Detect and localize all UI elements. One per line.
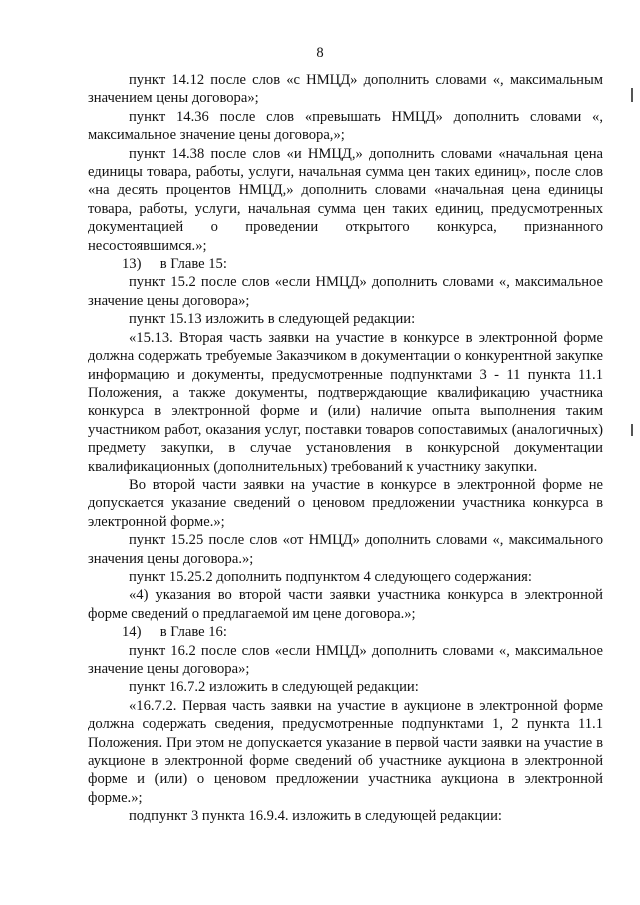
paragraph: пункт 14.38 после слов «и НМЦД,» дополнить словами «начальная цена единицы товара, работы, услуги, начальная сумма цен таких единиц», после слов «на десять процентов НМЦД,» дополнить словами «начальная цена единицы товара, работы, услуги, начальная сумма цен таких единиц, предусмотренных документацией о проведении открытого конкурса, признанного несостоявшимся.»; — [88, 145, 603, 254]
scan-edge-mark — [631, 424, 633, 436]
paragraph: пункт 16.2 после слов «если НМЦД» дополнить словами «, максимальное значение цены договора»; — [88, 642, 603, 677]
paragraph: пункт 15.13 изложить в следующей редакции: — [129, 311, 416, 328]
paragraph: подпункт 3 пункта 16.9.4. изложить в следующей редакции: — [129, 808, 502, 825]
paragraph: пункт 14.12 после слов «с НМЦД» дополнить словами «, максимальным значением цены договора»; — [88, 72, 603, 107]
list-item-heading: 13) в Главе 15: — [122, 256, 227, 273]
scan-edge-mark — [631, 88, 633, 102]
paragraph: пункт 14.36 после слов «превышать НМЦД» дополнить словами «, максимальное значение цены договора,»; — [88, 108, 603, 144]
paragraph: пункт 15.2 после слов «если НМЦД» дополнить словами «, максимальное значение цены договора»; — [88, 274, 603, 309]
paragraph: пункт 16.7.2 изложить в следующей редакции: — [129, 679, 419, 696]
paragraph: «16.7.2. Первая часть заявки на участие в аукционе в электронной форме должна содержать сведения, предусмотренные подпунктами 1, 2 пункта 11.1 Положения. При этом не допускается указание в первой части заявки на участие в аукционе в электронной форме сведений об участнике аукциона в электронной форме и (или) о ценовом предложении участника аукциона в электронной форме.»; — [88, 697, 603, 806]
page-number: 8 — [316, 45, 324, 61]
paragraph: пункт 15.25 после слов «от НМЦД» дополнить словами «, максимального значения цены договора.»; — [88, 532, 603, 567]
list-item-heading: 14) в Главе 16: — [122, 624, 227, 641]
paragraph: пункт 15.25.2 дополнить подпунктом 4 следующего содержания: — [129, 568, 532, 585]
paragraph: «15.13. Вторая часть заявки на участие в конкурсе в электронной форме должна содержать требуемые Заказчиком в документации о конкурентной закупке информацию и документы, предусмотренные подпунктами 3 - 11 пункта 11.1 Положения, а также документы, подтверждающие квалификацию участника конкурса в электронной форме и (или) наличие опыта выполнения таким участником работ, оказания услуг, поставки товаров сопоставимых (аналогичных) предмету закупки, в случае установления в конкурсной документации квалификационных (дополнительных) требований к участнику закупки. — [88, 329, 603, 475]
paragraph: Во второй части заявки на участие в конкурсе в электронной форме не допускается указание сведений о ценовом предложении участника конкурса в электронной форме.»; — [88, 476, 603, 530]
document-body — [88, 71, 603, 826]
paragraph: «4) указания во второй части заявки участника конкурса в электронной форме сведений о предлагаемой им цене договора.»; — [88, 587, 603, 622]
